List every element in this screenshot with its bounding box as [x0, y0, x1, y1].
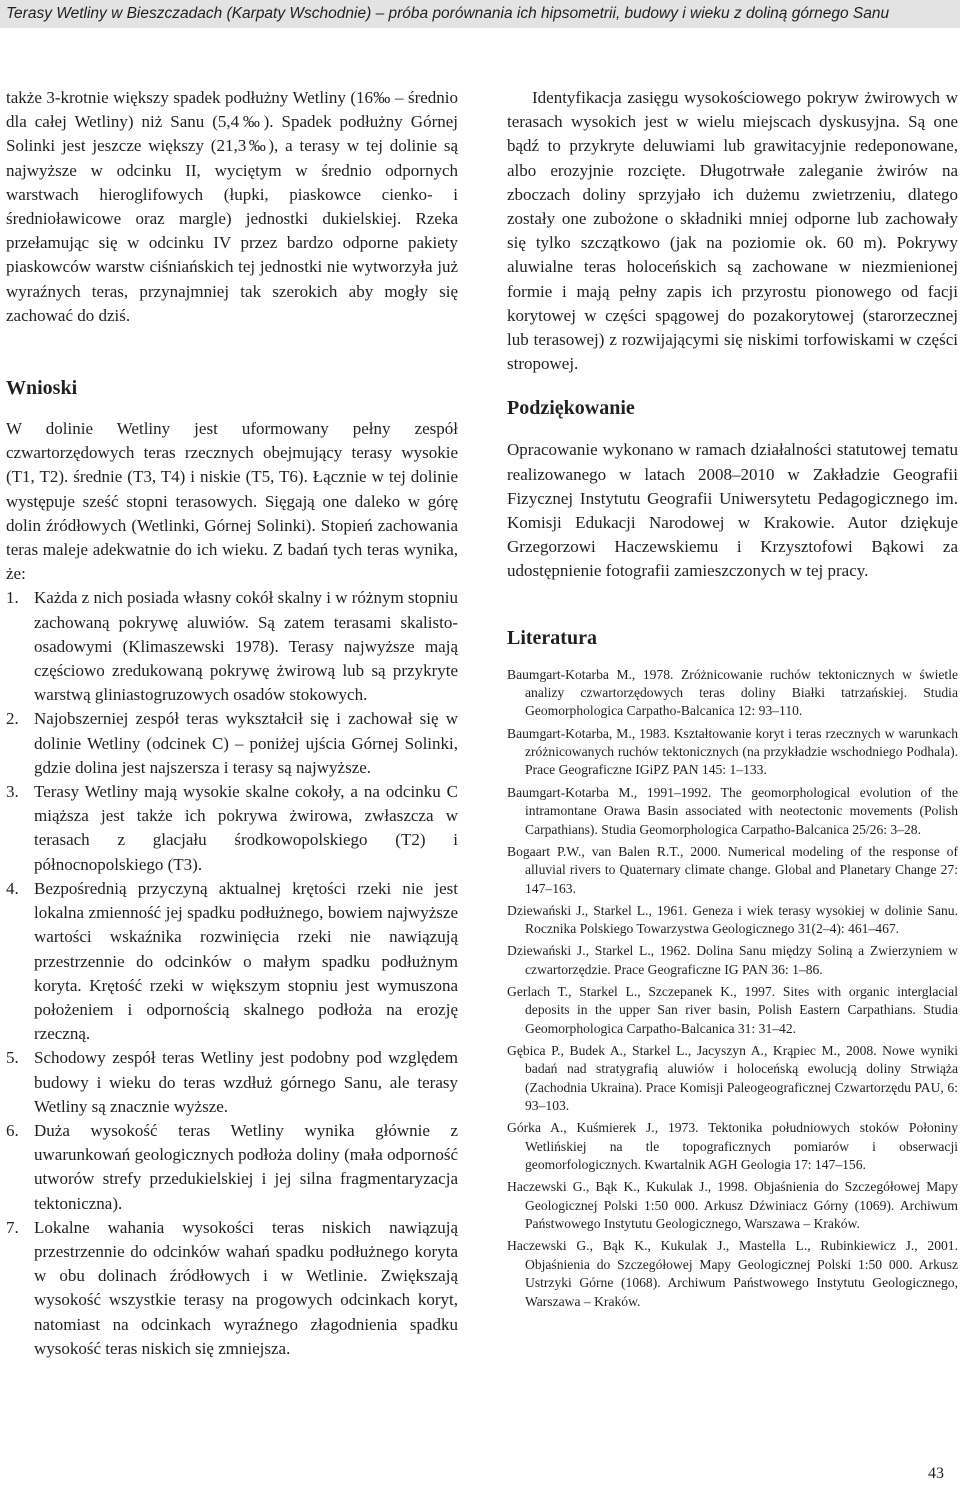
- intro-paragraph: także 3-krotnie większy spadek podłużny Wetliny (16‰ – średnio dla całej Wetliny) niż Sanu (5,4‰). Spadek podłużny Górnej Solinki jest jeszcze większy (21,3‰), a terasy w tej dolinie są najwyższe w odcinku II, wyciętym w średnio odpornych warstwach hieroglifowych (łupki, piaskowce cienko- i średnioławicowe oraz margle) jednostki dukielskiej. Rzeka przełamując się w odcinku IV przez bardzo odporne pakiety piaskowców warstw ciśniańskich tej jednostki nie wytworzyła już wyraźnych teras, przynajmniej tak szerokich aby mogły się zachować do dziś.: [6, 88, 458, 325]
- conclusion-item-6: [6, 1119, 458, 1216]
- wnioski-paragraph: W dolinie Wetliny jest uformowany pełny zespół czwartorzędowych teras rzecznych obejmujący terasy wysokie (T1, T2). średnie (T3, T4) i niskie (T5, T6). Łącznie w tej dolinie występuje sześć stopni terasowych. Sięgają one daleko w górę dolin źródłowych (Wetlinki, Górnej Solinki). Stopień zachowania teras maleje adekwatnie do ich wieku. Z badań tych teras wynika, że:: [6, 419, 458, 584]
- conclusion-item-5: [6, 1046, 458, 1119]
- conclusion-item-2: [6, 707, 458, 780]
- conclusions-list: [6, 586, 458, 1361]
- reference-item: Gębica P., Budek A., Starkel L., Jacyszyn A., Krąpiec M., 2008. Nowe wyniki badań nad stratygrafią aluwiów i holoceńską ewolucją doliny Strwiąża (Zachodnia Ukraina). Prace Komisji Paleogeograficznej Czwartorzędu PAU, 6: 93–103.: [507, 1042, 958, 1114]
- conclusion-text: Schodowy zespół teras Wetliny jest podobny pod względem budowy i wieku do teras wzdłuż górnego Sanu, ale terasy Wetliny są znacznie wyższe.: [34, 1048, 458, 1116]
- conclusion-text: Bezpośrednią przyczyną aktualnej krętości rzeki nie jest lokalna zmienność jej spadku podłużnego, bowiem najwyższe wartości wskaźnika rozwinięcia rzeki nie nawiązują przestrzennie do odcinków o małym spadku podłużnym koryta. Krętość rzeki w większym stopniu jest wymuszona położeniem i odpornością skalnego podłoża na erozję rzeczną.: [34, 878, 458, 1044]
- conclusion-item-4: [6, 877, 458, 1046]
- reference-item: Haczewski G., Bąk K., Kukulak J., Mastella L., Rubinkiewicz J., 2001. Objaśnienia do Szczegółowej Mapy Geologicznej Polski 1:50 000. Arkusz Ustrzyki Górne (1068). Archiwum Państwowego Instytutu Geologicznego, Warszawa – Kraków.: [507, 1238, 958, 1309]
- conclusion-item-3: [6, 780, 458, 877]
- conclusion-text: Lokalne wahania wysokości teras niskich nawiązują przestrzennie do odcinków wahań spadku podłużnego koryta w obu dolinach źródłowych i w Wetlinie. Zwiększają wysokość wszystkie terasy na progowych odcinkach koryt, natomiast na odcinkach wyraźnego złagodnienia spadku wysokość teras niskich się zmniejsza.: [34, 1217, 458, 1358]
- page-number: 43: [928, 1465, 944, 1482]
- conclusion-item-1: [6, 586, 458, 707]
- conclusion-number: 6.: [6, 1120, 19, 1140]
- reference-item: Haczewski G., Bąk K., Kukulak J., 1998. Objaśnienia do Szczegółowej Mapy Geologicznej Polski 1:50 000. Arkusz Dźwiniacz Górny (1069). Archiwum Państwowego Instytutu Geologicznego, Warszawa – Kraków.: [507, 1179, 958, 1232]
- right-column: [507, 86, 958, 1315]
- conclusion-text: Terasy Wetliny mają wysokie skalne cokoły, a na odcinku C miąższa jest także ich pokrywa żwirowa, zwłaszcza w terasach z glacjału środkowopolskiego (T2) i północnopolskiego (T3).: [34, 782, 458, 874]
- running-header: Terasy Wetliny w Bieszczadach (Karpaty Wschodnie) – próba porównania ich hipsometrii, budowy i wieku z doliną górnego Sanu: [0, 0, 960, 28]
- conclusion-text: Duża wysokość teras Wetliny wynika głównie z uwarunkowań geologicznych podłoża doliny (mała odporność utworów strefy przedukielskiej i jej silna fragmentaryzacja tektoniczna).: [34, 1120, 458, 1213]
- podziekowanie-paragraph: Opracowanie wykonano w ramach działalności statutowej tematu realizowanego w latach 2008–2010 w Zakładzie Geografii Fizycznej Instytutu Geografii Uniwersytetu Pedagogicznego im. Komisji Edukacji Narodowej w Krakowie. Autor dziękuje Grzegorzowi Haczewskiemu i Krzysztofowi Bąkowi za udostępnienie fotografii zamieszczonych w tej pracy.: [507, 440, 958, 581]
- reference-item: Baumgart-Kotarba, M., 1983. Kształtowanie koryt i teras rzecznych w warunkach zróżnicowanych ruchów tektonicznych (na przykładzie wschodniego Podhala). Prace Geograficzne IGiPZ PAN 145: 1–133.: [507, 725, 958, 778]
- conclusion-number: 5.: [6, 1048, 19, 1068]
- reference-list: [507, 666, 958, 1311]
- literatura-heading: Literatura: [507, 626, 597, 649]
- conclusion-number: 3.: [6, 782, 19, 802]
- podziekowanie-heading: Podziękowanie: [507, 397, 635, 420]
- conclusion-number: 4.: [6, 878, 19, 898]
- conclusion-number: 1.: [6, 588, 19, 608]
- reference-item: Dziewański J., Starkel L., 1962. Dolina Sanu między Soliną a Zwierzyniem w czwartorzędzie. Prace Geograficzne IG PAN 36: 1–86.: [507, 943, 958, 977]
- conclusion-number: 2.: [6, 709, 19, 729]
- reference-item: Baumgart-Kotarba M., 1991–1992. The geomorphological evolution of the intramontane Orawa Basin associated with neotectonic movements (Polish Carpathians). Studia Geomorphologica Carpatho-Balcanica 25/26: 3–28.: [507, 784, 958, 837]
- conclusion-item-7: [6, 1216, 458, 1361]
- right-top-paragraph: Identyfikacja zasięgu wysokościowego pokryw żwirowych w terasach wysokich jest w wielu miejscach dyskusyjna. Są one bądź to przykryte deluwiami lub grawitacyjnie redeponowane, albo erozyjnie rozcięte. Długotrwałe zaleganie żwirów na zboczach doliny sprzyjało ich dużemu zwietrzeniu, dlatego zostały one zubożone o składniki mniej odporne lub zachowały się tylko szczątkowo (jak na poziomie ok. 60 m). Pokrywy aluwialne teras holoceńskich są zachowane w niezmienionej formie i mają pełny zapis ich przyrostu pionowego od facji korytowej w części spągowej do pozakorytowej (starorzecznej lub terasowej) z rozwijającymi się niskimi torfowiskami w części stropowej.: [507, 88, 958, 374]
- conclusion-text: Najobszerniej zespół teras wykształcił się i zachował się w dolinie Wetliny (odcinek C) – poniżej ujścia Górnej Solinki, gdzie dolina jest najszersza i terasy są najwyższe.: [34, 709, 458, 777]
- left-column: [6, 86, 458, 1361]
- reference-item: Bogaart P.W., van Balen R.T., 2000. Numerical modeling of the response of alluvial rivers to Quaternary climate change. Global and Planetary Change 27: 147–163.: [507, 843, 958, 896]
- reference-item: Baumgart-Kotarba M., 1978. Zróżnicowanie ruchów tektonicznych w świetle analizy czwartorzędowych teras doliny Białki tatrzańskiej. Studia Geomorphologica Carpatho-Balcanica 12: 93–110.: [507, 666, 958, 719]
- reference-item: Dziewański J., Starkel L., 1961. Geneza i wiek terasy wysokiej w dolinie Sanu. Rocznika Polskiego Towarzystwa Geologicznego 31(2–4): 461–467.: [507, 902, 958, 937]
- reference-item: Górka A., Kuśmierek J., 1973. Tektonika południowych stoków Połoniny Wetlińskiej na tle topograficznych pomiarów i obserwacji geomorfologicznych. Kwartalnik AGH Geologia 17: 147–156.: [507, 1120, 958, 1173]
- conclusion-text: Każda z nich posiada własny cokół skalny i w różnym stopniu zachowaną pokrywę aluwiów. Są zatem terasami skalisto-osadowymi (Klimaszewski 1978). Terasy najwyższe mają częściowo zredukowaną pokrywę żwirową lub są przykryte warstwą gliniastogruzowych osadów stokowych.: [34, 588, 458, 705]
- conclusion-number: 7.: [6, 1217, 19, 1237]
- wnioski-heading: Wnioski: [6, 377, 78, 400]
- reference-item: Gerlach T., Starkel L., Szczepanek K., 1997. Sites with organic interglacial deposits in the upper San river basin, Polish Eastern Carpathians. Studia Geomorphologica Carpatho-Balcanica 31: 31–42.: [507, 983, 958, 1036]
